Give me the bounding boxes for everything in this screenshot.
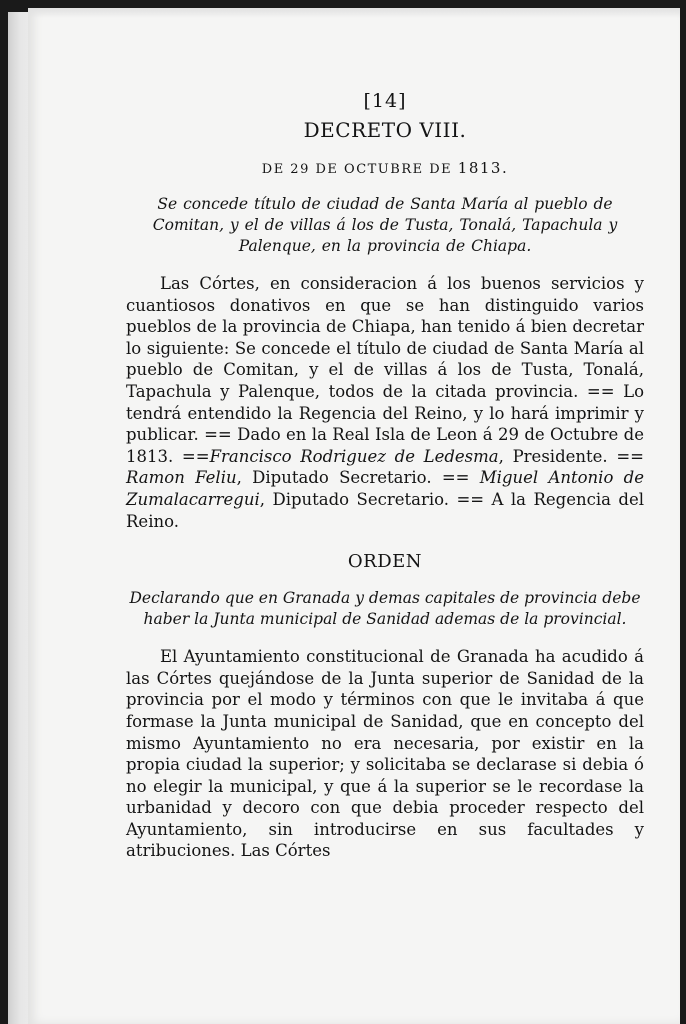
signer-secretary-1: Ramon Feliu [126, 468, 237, 488]
signer-secretary-1-role: , Diputado Secretario. == [236, 468, 470, 488]
orden-summary: Declarando que en Granada y demas capitales de provincia debe haber la Junta municipal de Sanidad ademas de la provincial. [129, 589, 641, 629]
signer-president: Francisco Rodriguez de Ledesma [209, 446, 499, 466]
page-content [126, 88, 644, 879]
page-shadow [28, 8, 680, 18]
decree-title: DECRETO VIII. [303, 118, 467, 142]
orden-title: ORDEN [347, 551, 423, 573]
signer-secretary-2: Miguel Antonio de Zumalacarregui [126, 468, 644, 509]
decree-body-text: Las Córtes, en consideracion á los buenos servicios y cuantiosos donativos en que se han distinguido varios pueblos de la provincia de Chiapa, han tenido á bien decretar lo siguiente: Se concede el título de ciudad de Santa María al pueblo de Comitan, y el de villas á los de Tusta, Tonalá, Tapachula y Palenque, todos de la citada provincia. == Lo tendrá entendido la Regencia del Reino, y lo hará imprimir y publicar. == Dado en la Real Isla de Leon á 29 de Octubre de 1813. == [126, 274, 644, 466]
decree-summary: Se concede título de ciudad de Santa María al pueblo de Comitan, y el de villas á los de Tusta, Tonalá, Tapachula y Palenque, en la provincia de Chiapa. [152, 195, 618, 255]
decree-date [126, 158, 644, 180]
signer-secretary-2-role: , Diputado Secretario. == A la Regencia del Reino. [126, 489, 644, 531]
page-number: [14] [363, 90, 407, 112]
decree-body [126, 273, 644, 532]
book-page [28, 8, 680, 1024]
signer-president-role: , Presidente. == [498, 446, 644, 466]
decree-date-year: 1813. [457, 159, 509, 177]
decree-date-prefix: DE 29 DE OCTUBRE DE [261, 162, 453, 177]
orden-body: El Ayuntamiento constitucional de Granada ha acudido á las Córtes quejándose de la Junta superior de Sanidad de la provincia por el modo y términos con que le invitaba á que formase la Junta municipal de Sanidad, que en concepto del mismo Ayuntamiento no era necesaria, por existir en la propia ciudad la superior; y solicitaba se declarase si debia ó no elegir la municipal, y que á la superior se le recordase la urbanidad y decoro con que debia proceder respecto del Ayuntamiento, sin introducirse en sus facultades y atribuciones. Las Córtes [126, 647, 644, 861]
